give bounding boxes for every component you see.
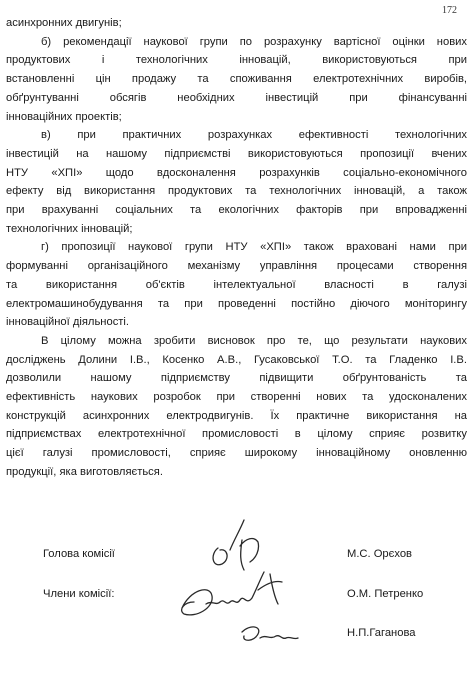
handwritten-signatures	[170, 510, 340, 660]
text-line: обґрунтуванні обсягів необхідних інвестицій при фінансуванні	[6, 91, 467, 104]
letter-body	[6, 14, 467, 482]
members-label: Члени комісії:	[43, 588, 115, 600]
text-line: інноваційних проектів;	[6, 110, 122, 123]
text-line: інноваційної діяльності.	[6, 316, 130, 329]
text-line: В цілому можна зробити висновок про те, що результати наукових	[41, 334, 467, 347]
member1-name: О.М. Петренко	[347, 588, 424, 600]
text-line: електромашинобудування та при проведенні постійно діючого моніторингу	[6, 297, 467, 310]
text-line: б) рекомендації наукової групи по розрахунку вартісної оцінки нових	[41, 35, 467, 48]
text-line: цієї галузі промисловості, сприяє широкому інноваційному оновленню	[6, 447, 467, 460]
text-line: інвестицій на нашому підприємстві використовуються пропозиції вчених	[6, 147, 467, 160]
text-line: технологічних інновацій;	[6, 222, 133, 235]
text-line: ефективність наукових розробок при створенні нових та удосконалених	[6, 391, 467, 404]
text-line: ефекту від використання продуктових та технологічних інновацій, а також	[6, 185, 467, 198]
text-line: в) при практичних розрахунках ефективності технологічних	[41, 129, 467, 142]
chair-label: Голова комісії	[43, 548, 115, 560]
text-line: досліджень Долини І.В., Косенко А.В., Гусаковської Т.О. та Гладенко І.В.	[6, 353, 467, 366]
text-line: г) пропозиції наукової групи НТУ «ХПІ» також враховані нами при	[41, 241, 467, 254]
text-line: продуктових і технологічних інновацій, використовуються при	[6, 54, 467, 67]
signature-chair	[213, 520, 258, 570]
text-line: та використання об'єктів інтелектуальної власності в галузі	[6, 278, 467, 291]
member2-name: Н.П.Гаганова	[347, 627, 416, 639]
text-line: конструкцій асинхронних електродвигунів. Їх практичне використання на	[6, 409, 467, 422]
text-line: НТУ «ХПІ» щодо вдосконалення розрахунків соціально-економічного	[6, 166, 467, 179]
text-line: продукції, яка виготовляється.	[6, 465, 163, 478]
page-number: 172	[442, 5, 457, 16]
text-line: при врахуванні соціальних та екологічних факторів при впровадженні	[6, 204, 467, 217]
text-line: дозволили нашому підприємству підвищити обґрунтованість та	[6, 372, 467, 385]
text-line: встановленні цін продажу та споживання електротехнічних виробів,	[6, 73, 467, 86]
chair-name: М.С. Орєхов	[347, 548, 412, 560]
text-line: підприємствах електротехнічної промисловості в цілому сприяє розвитку	[6, 428, 467, 441]
text-line: асинхронних двигунів;	[6, 17, 122, 29]
signature-member-1	[182, 572, 282, 615]
signature-member-2	[242, 627, 298, 640]
text-line: формуванні організаційного механізму управління процесами створення	[6, 260, 467, 273]
